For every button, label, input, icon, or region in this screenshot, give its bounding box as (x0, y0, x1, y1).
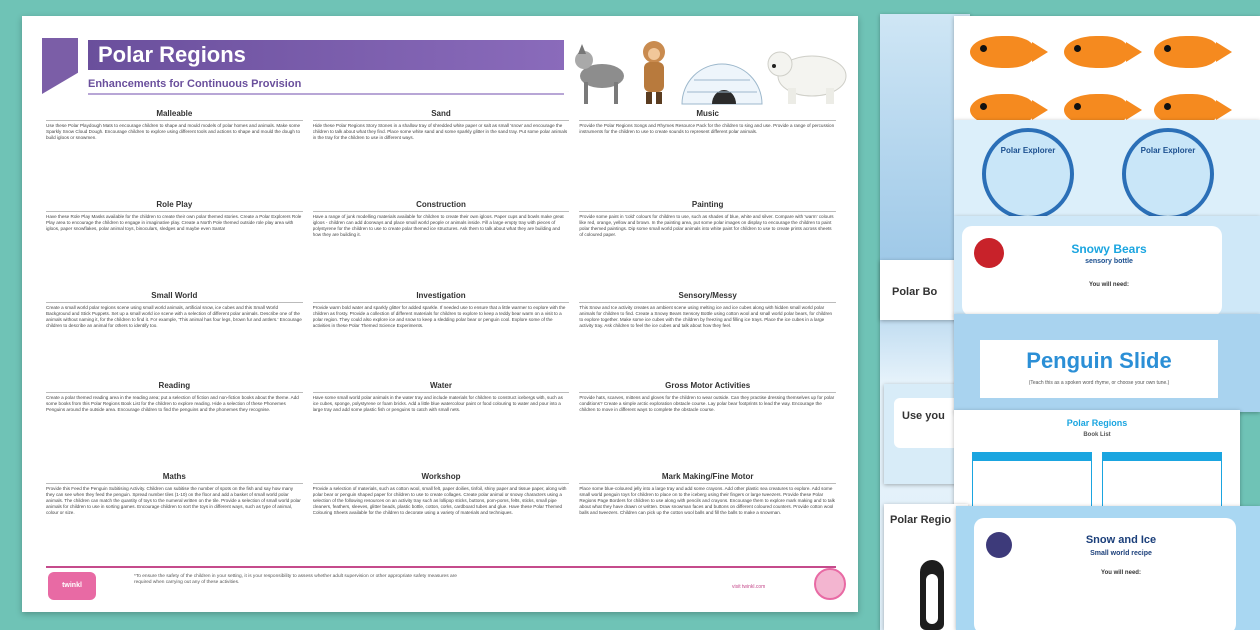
fish-icon (1064, 36, 1128, 68)
section-text: Have these Role Play Masks available for the children to create their own polar themed stories. Create a Polar Explorers Role Play area to encourage the children to engage in imaginative play. Create a North Pole themed outside role play area with igloos, paper snowflakes, polar animal toys, binoculars, sledges and maybe even Santa! (46, 213, 302, 231)
book-list-box (972, 452, 1092, 508)
section-text: Provide warm bold water and sparkly glitter for added sparkle. If needed use to ensure that a little warmer to explore with the children as frosty. Provide a collection of different materials for children to explore to keep a teddy bear warm on a visit to a polar region. They could also explore ice and snow to keep a sledding polar bear or penguin cool. Explore some of the activities in these Polar Themed Science Experiments. (312, 304, 566, 328)
thumbnail-title: Snowy Bears (1071, 242, 1147, 256)
section-text: Create a polar themed reading area in the reading area; put a selection of fiction and non-fiction books about the theme. Add some books from this Polar Regions Book List for the children to explore reading. Hide a selection of these Phonemes Penguins around the outside area. Encourage children to find the penguins and the phonemes they recognise. (46, 395, 299, 413)
section-small-world (46, 290, 303, 381)
resource-thumbnail-snowy-bears (954, 216, 1260, 316)
bookmark-ribbon (42, 38, 78, 94)
husky-dog-icon (575, 44, 624, 104)
section-mark-making (579, 471, 836, 562)
page-subtitle: Enhancements for Continuous Provision (88, 78, 564, 95)
section-heading: Malleable (46, 108, 303, 121)
section-heading: Role Play (46, 199, 303, 212)
inuit-child-icon (643, 41, 665, 104)
section-text: Provide some paint in 'cold' colours for children to use, such as shades of blue, white and silver. Compare with 'warm' colours like red, orange, yellow and brown. In the painting area, put some polar images on display to encourage the children to paint polar themed paintings. Dip some small world polar animals into white paint for children to use to create prints across sheets of coloured paper. (579, 213, 834, 237)
fish-icon (1154, 36, 1218, 68)
column-right (579, 108, 836, 562)
thumbnail-subtitle: Book List (1083, 432, 1111, 438)
thumbnail-label: Polar Bo (892, 286, 938, 298)
thumbnail-subtitle: Small world recipe (1090, 550, 1152, 557)
footer-url: visit twinkl.com (732, 584, 766, 590)
thumbnail-title: Snow and Ice (1085, 534, 1157, 546)
thumbnail-title: Penguin Slide (1026, 348, 1172, 373)
section-malleable (46, 108, 303, 199)
section-music (579, 108, 836, 199)
thumbnail-label: Use you (902, 410, 945, 422)
thumbnail-subtitle: sensory bottle (1085, 258, 1133, 265)
column-left (46, 108, 303, 562)
section-text: Provide the Polar Regions Songs and Rhymes Resource Pack for the children to sing and use. Provide a range of percussion instruments for the children to use to create sounds to represent different polar animals. (579, 123, 835, 134)
fish-icon (1154, 94, 1218, 120)
section-heading: Music (579, 108, 836, 121)
section-heading: Workshop (313, 471, 570, 484)
section-text: This Snow and Ice activity creates an ambient scene using melting ice and ice cubes along with hidden small world polar animals for children to find. Create a Snowy Bears Sensory Bottle using cotton wool and small world polar bears, for children to explore together. Make some ice cubes with the children by freezing and filling ice trays. Place the ice cubes in a large activity tray. Ask children to feel the ice cubes and talk about how they feel. (579, 304, 833, 328)
section-text: Have a range of junk modelling materials available for children to create their own igloos. Paper cups and bowls make great igloos - children can add doorways and place small world people or animals inside. Fill a large empty tray with pieces of polystyrene for the children to use to create polar themed ice structures. Ask them to talk about what they are building and how they are building it. (312, 213, 564, 237)
resource-thumbnail-fish (954, 16, 1260, 120)
section-heading: Small World (46, 290, 303, 303)
section-text: Provide a selection of materials, such as cotton wool, small felt, paper doilies, tinfoil, shiny paper and tissue paper, along with polar bear or penguin shaped paper for children to use to create collages. Create polar animal or snowy characters using a selection of the following resources on an activity tray such as lollipop sticks, buttons, pom-poms, felts, sticks, small pipe cleaners, feathers, sleeves, glitter beads, plastic bottle, cotton, corks, cardboard tubes and glue. Have these Polar Themed Colouring Sheets available for the children to decorate using a variety of materials and techniques. (312, 486, 567, 516)
section-heading: Maths (46, 471, 303, 484)
section-construction (313, 199, 570, 290)
thumbnail-you-will-need: You will need: (1101, 570, 1141, 576)
section-heading: Gross Motor Activities (579, 380, 836, 393)
fish-icon (970, 94, 1034, 120)
section-heading: Investigation (313, 290, 570, 303)
penguin-icon (920, 560, 944, 630)
section-heading: Construction (313, 199, 570, 212)
section-workshop (313, 471, 570, 562)
resource-thumbnail-use-your (884, 384, 964, 484)
fish-icon (1064, 94, 1128, 120)
no-entry-icon (974, 238, 1004, 268)
section-heading: Painting (579, 199, 836, 212)
polar-explorer-badge: Polar Explorer (1122, 128, 1214, 216)
safety-note: *To ensure the safety of the children in your setting, it is your responsibility to assess whether adult supervision or other appropriate safety measures are required when carrying out any of these activities. (134, 574, 457, 585)
polar-explorer-badge: Polar Explorer (982, 128, 1074, 216)
recipe-icon (986, 532, 1012, 558)
document-sheet (22, 16, 858, 612)
twinkl-badge-icon (814, 568, 846, 600)
section-text: Create a small world polar regions scene using small world animals, artificial snow, ice cubes and this Small World Background and Stick Puppets. Set up a small world ice scene with a selection of different polar animals. Describe one of the animals without naming it, for the children to find it. For example, 'This animal has four legs, brown fur and antlers.' Encourage children to describe an animal for others to identify too. (46, 304, 302, 328)
section-text: Use these Polar Playdough Mats to encourage children to shape and mould models of polar homes and animals. Make some Sparkly Snow Cloud Dough. Encourage children to explore using different tools and actions to shape and mould the dough to build igloos or snowmen. (46, 123, 301, 140)
resource-thumbnail-badges (954, 120, 1260, 216)
column-middle (313, 108, 570, 562)
section-text: Place some blue-coloured jelly into a large tray and add some crayons. Add other plastic sea creatures to explore. Add some small world penguin toys for children to place on to the iceberg using their fingers or large tweezers. Provide these Polar Regions Page Borders for children to use along with pencils and crayons. Encourage them to explore mark making and to talk about what they have drawn or written. Draw snowman faces and buttons on different coloured counters. Provide cotton wool balls and tweezers. Children can pick up the cotton wool balls and fill the balls to make a snowman. (579, 486, 835, 516)
section-sand (313, 108, 570, 199)
footer-divider (46, 566, 836, 568)
section-maths (46, 471, 303, 562)
section-heading: Water (313, 380, 570, 393)
section-text: Provide hats, scarves, mittens and gloves for the children to wear outside. Can they practise dressing themselves up for polar conditions? Create a simple arctic exploration obstacle course. Lay polar bear footprints to lead the way. Encourage the children to move in different ways to complete the obstacle course. (579, 395, 835, 413)
section-heading: Reading (46, 380, 303, 393)
section-painting (579, 199, 836, 290)
twinkl-logo: twinkl (48, 572, 96, 600)
section-text: Hide these Polar Regions Story Stones in a shallow tray of shredded white paper or salt as small 'snow' and encourage the children to talk about what they find. Place some white sand and some sparkly glitter in the sand tray. Put some polar animals in the tray for the children to use in different ways. (312, 123, 568, 140)
section-heading: Sensory/Messy (579, 290, 836, 303)
resource-thumbnail-polar-bo (880, 260, 960, 320)
igloo-icon (682, 64, 762, 104)
book-list-box (1102, 452, 1222, 508)
section-heading: Sand (313, 108, 570, 121)
resource-thumbnail-penguin-slide (954, 314, 1260, 412)
thumbnail-title: Polar Regions (1066, 418, 1128, 428)
section-water (313, 380, 570, 471)
section-sensory-messy (579, 290, 836, 381)
page-title: Polar Regions (88, 40, 564, 70)
thumbnail-you-will-need: You will need: (1089, 282, 1129, 288)
polar-bear-icon (768, 52, 846, 104)
section-gross-motor (579, 380, 836, 471)
section-investigation (313, 290, 570, 381)
polar-animals-illustration (562, 30, 852, 112)
thumbnail-label: Polar Regio (890, 514, 952, 526)
resource-thumbnail-book-list (954, 410, 1240, 514)
section-heading: Mark Making/Fine Motor (579, 471, 836, 484)
section-role-play (46, 199, 303, 290)
section-text: Have some small world polar animals in the water tray and include materials for children to construct icebergs with, such as ice cubes, sponge, polystyrene or foam bricks. Add a little blue watercolour paint or food colouring to water and pour into a large tray and add some plastic fish or penguins to catch with small nets. (312, 395, 563, 413)
thumbnail-subtitle: (Teach this as a spoken word rhyme, or choose your own tune.) (1028, 380, 1170, 386)
section-text: Provide this Feed the Penguin Subitising Activity. Children can subitise the number of spots on the fish and say how many they can see when they feed the penguin. Spread number tiles (1-10) on the floor and add a basket of small world polar animals. The children can match the quantity of toys to the numeral written on the tile. Provide a selection of small world polar animals for children to use in sorting games. Encourage children to sort the toys in different ways, such as type of animal, colour or size. (46, 486, 301, 516)
resource-thumbnail-snow-and-ice (956, 506, 1260, 630)
provision-grid (46, 108, 836, 562)
section-reading (46, 380, 303, 471)
fish-icon (970, 36, 1034, 68)
